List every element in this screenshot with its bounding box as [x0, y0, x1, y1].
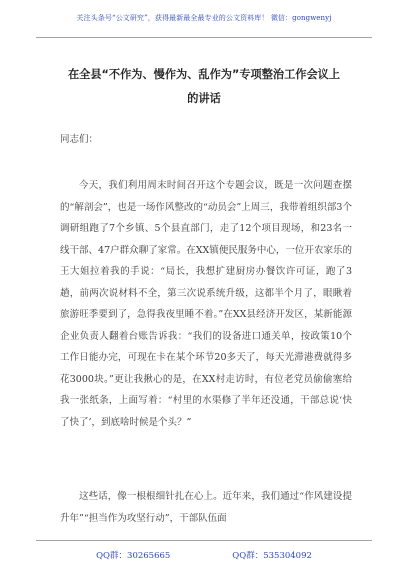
header-divider [36, 37, 372, 38]
paragraph-1: 今天，我们利用周末时间召开这个专题会议，既是一次问题查摆的“解剖会”，也是一场作风整改的“动员会”上周三，我带着组织部3个调研组跑了7个乡镇、5个县直部门，走了12个项目现场，和23名一线干部、47户群众聊了家常。在XX镇便民服务中心，一位开农家乐的王大姐拉着我的手说：“局长，我想扩建厨房办餐饮许可证，跑了3趟，前两次说材料不全，第三次说系统升级，这都半个月了，眼瞅着旅游旺季要到了，急得我夜里睡不着。”在XX县经济开发区，某新能源企业负责人翻着台账告诉我：“我们的设备进口通关单，按政策10个工作日能办完，可现在卡在某个环节20多天了，每天光滞港费就得多花3000块。”更让我揪心的是，在XX村走访时，有位老党员偷偷塞给我一张纸条，上面写着：“村里的水渠修了半年还没通，干部总说‘快了快了’，到底啥时候是个头？” [60, 180, 352, 428]
header-banner: 关注头条号“公文研究”，获得最新最全最专业的公文资料库！ 微信：gongwenyj [76, 14, 332, 22]
paragraph-2: 这些话，像一根根细针扎在心上。近年来，我们通过“作风建设提升年”“担当作为攻坚行动”，干部队伍面 [60, 491, 352, 524]
greeting: 同志们： [60, 134, 99, 145]
footer-qq-group-2: QQ群：535304092 [232, 551, 312, 561]
document-title-line2: 的讲话 [187, 92, 221, 105]
document-title-line1: 在全县“不作为、慢作为、乱作为”专项整治工作会议上 [67, 68, 341, 81]
footer [0, 549, 408, 561]
footer-qq-group-1: QQ群：30265665 [96, 551, 171, 561]
footer-divider [36, 540, 372, 541]
